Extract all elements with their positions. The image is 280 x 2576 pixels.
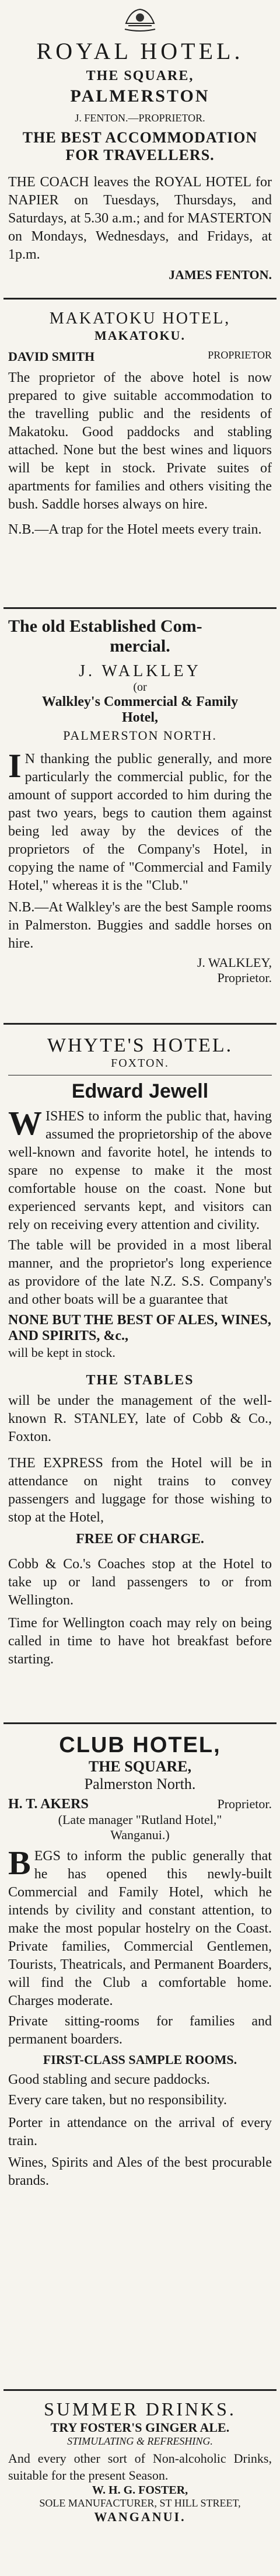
whytes-cobb: Cobb & Co.'s Coaches stop at the Hotel to take up or land passengers to or from Wellington. <box>8 1557 272 1608</box>
foster-name: W. H. G. FOSTER, <box>92 2484 188 2497</box>
club-hotel-ad <box>8 1733 272 2190</box>
walkley-nb: N.B.—At Walkley's are the best Sample rooms in Palmerston. Buggies and saddle horses on hire. <box>8 900 272 951</box>
whytes-body1-text: ISHES to inform the public that, having assumed the proprietorship of the above well-known and favorite hotel, he intends to spare no expense to make it the most comfortable house on the coast. None but experienced servants kept, and visitors can rely on receiving every attention and civility. <box>8 1109 272 1233</box>
club-wines: Wines, Spirits and Ales of the best procurable brands. <box>8 2155 272 2188</box>
divider <box>4 2389 276 2391</box>
makatoku-sub: MAKATOKU. <box>94 328 186 343</box>
royal-proprietor: J. FENTON.—PROPRIETOR. <box>75 112 205 124</box>
whytes-stables-heading: THE STABLES <box>86 1373 194 1388</box>
royal-hotel-ad <box>8 37 272 283</box>
club-porter: Porter in attendance on the arrival of every train. <box>8 2115 272 2149</box>
club-town: Palmerston North. <box>84 1776 196 1792</box>
walkley-name: J. WALKLEY <box>79 662 201 680</box>
whytes-body1 <box>8 1104 272 1234</box>
club-drop-cap: B <box>8 1844 31 1882</box>
royal-title: ROYAL HOTEL. <box>36 38 244 64</box>
club-late-line1: (Late manager "Rutland Hotel," <box>58 1812 222 1827</box>
club-proprietor-name: H. T. AKERS <box>8 1797 89 1812</box>
walkley-drop-cap: I <box>8 747 22 785</box>
royal-town: PALMERSTON <box>70 86 210 106</box>
walkley-or: (or <box>133 681 147 694</box>
makatoku-proprietor-role: PROPRIETOR <box>208 349 272 361</box>
whytes-time: Time for Wellington coach may rely on being called in time to have hot breakfast before starting. <box>8 1616 272 1667</box>
whytes-town: FOXTON. <box>111 1057 169 1070</box>
makatoku-body: The proprietor of the above hotel is now prepared to give suitable accommodation to the travelling public and the residents of Makatoku. Good paddocks and stabling attached. None but the best wines and liquors will be kept in stock. Private suites of apartments for families and others visiting the bush. Saddle horses always on hire. <box>8 370 272 512</box>
whytes-proprietor-name: Edward Jewell <box>71 1080 209 1102</box>
whytes-best: NONE BUT THE BEST OF ALES, WINES, AND SPIRITS, &c., <box>8 1313 271 1343</box>
royal-sub: THE SQUARE, <box>86 68 194 83</box>
club-late-line2: Wanganui.) <box>110 1827 170 1842</box>
whytes-hotel-ad <box>8 1035 272 1669</box>
makatoku-nb: N.B.—A trap for the Hotel meets every train. <box>8 522 262 537</box>
foster-tag: STIMULATING & REFRESHING. <box>67 2435 213 2447</box>
makatoku-proprietor-name: DAVID SMITH <box>8 349 95 364</box>
whytes-body2: The table will be provided in a most liberal manner, and the proprietor's long experience as providore of the late N.Z. S.S. Company's and other boats will be a guarantee that <box>8 1238 272 1307</box>
walkley-heading-line1: The old Established Com- <box>8 617 202 636</box>
club-body-text: EGS to inform the public generally that he has opened this newly-built Commercial and Family Hotel, which he intends by civility and constant attention, to make the most popular hostelry on the Coast. Private families, Commercial Gentlemen, Tourists, Theatricals, and Permanent Boarders, will find the Club a comfortable home. Charges moderate. <box>8 1849 272 2008</box>
walkley-heading-line2: mercial. <box>110 636 170 656</box>
divider <box>4 607 276 609</box>
whytes-title: WHYTE'S HOTEL. <box>47 1035 233 1056</box>
club-proprietor-role: Proprietor. <box>217 1797 272 1811</box>
royal-signature: JAMES FENTON. <box>169 267 272 282</box>
royal-best2: FOR TRAVELLERS. <box>65 147 215 163</box>
club-stabling: Good stabling and secure paddocks. <box>8 2072 210 2087</box>
club-sub: THE SQUARE, <box>88 1758 192 1775</box>
whytes-drop-cap: W <box>8 1104 42 1142</box>
foster-town: WANGANUI. <box>94 2509 186 2524</box>
club-body <box>8 1844 272 2010</box>
royal-best1: THE BEST ACCOMMODATION <box>22 129 258 146</box>
whytes-kept: will be kept in stock. <box>8 1345 116 1360</box>
divider <box>4 1722 276 1724</box>
walkley-signature: J. WALKLEY, <box>197 955 272 970</box>
walkley-town: PALMERSTON NORTH. <box>63 728 217 743</box>
club-sample-rooms: FIRST-CLASS SAMPLE ROOMS. <box>43 2052 237 2067</box>
whytes-free: FREE OF CHARGE. <box>76 1531 204 1547</box>
foster-sub: TRY FOSTER'S GINGER ALE. <box>50 2420 230 2435</box>
walkley-body <box>8 747 272 895</box>
divider <box>4 1023 276 1025</box>
makatoku-title: MAKATOKU HOTEL, <box>49 309 231 328</box>
whytes-stables-body: will be under the management of the well-known R. STANLEY, late of Cobb & Co., Foxton. <box>8 1393 272 1444</box>
club-title: CLUB HOTEL, <box>59 1733 221 1757</box>
club-suites: Private sitting-rooms for families and permanent boarders. <box>8 2014 272 2047</box>
walkley-hotel-name-2: Hotel, <box>122 710 158 725</box>
walkley-hotel-name-1: Walkley's Commercial & Family <box>41 694 239 709</box>
foster-ad <box>8 2399 272 2525</box>
walkley-role: Proprietor. <box>217 970 272 985</box>
divider <box>4 298 276 300</box>
walkley-hotel-ad <box>8 617 272 986</box>
royal-crest-icon <box>123 6 158 32</box>
foster-body: And every other sort of Non-alcoholic Drinks, suitable for the present Season. <box>8 2451 272 2483</box>
makatoku-hotel-ad <box>8 309 272 539</box>
royal-coach-text: THE COACH leaves the ROYAL HOTEL for NAPIER on Tuesdays, Thursdays, and Saturdays, at 5.30 a.m.; and for MASTERTON on Mondays, Wednesdays, and Fridays, at 1p.m. <box>8 175 272 262</box>
foster-manufacturer: SOLE MANUFACTURER, ST HILL STREET, <box>39 2497 241 2509</box>
whytes-express: THE EXPRESS from the Hotel will be in attendance on night trains to convey passengers and luggage for those wishing to stop at the Hotel, <box>8 1456 272 1525</box>
club-care: Every care taken, but no responsibility. <box>8 2093 227 2108</box>
foster-title: SUMMER DRINKS. <box>44 2399 236 2420</box>
walkley-body-text: N thanking the public generally, and more particularly the commercial public, for the amount of support accorded to him during the past two years, begs to caution them against being led away by the devices of the proprietors of the Company's Hotel, in copying the name of "Commercial and Family Hotel," whereas it is the "Club." <box>8 751 272 893</box>
